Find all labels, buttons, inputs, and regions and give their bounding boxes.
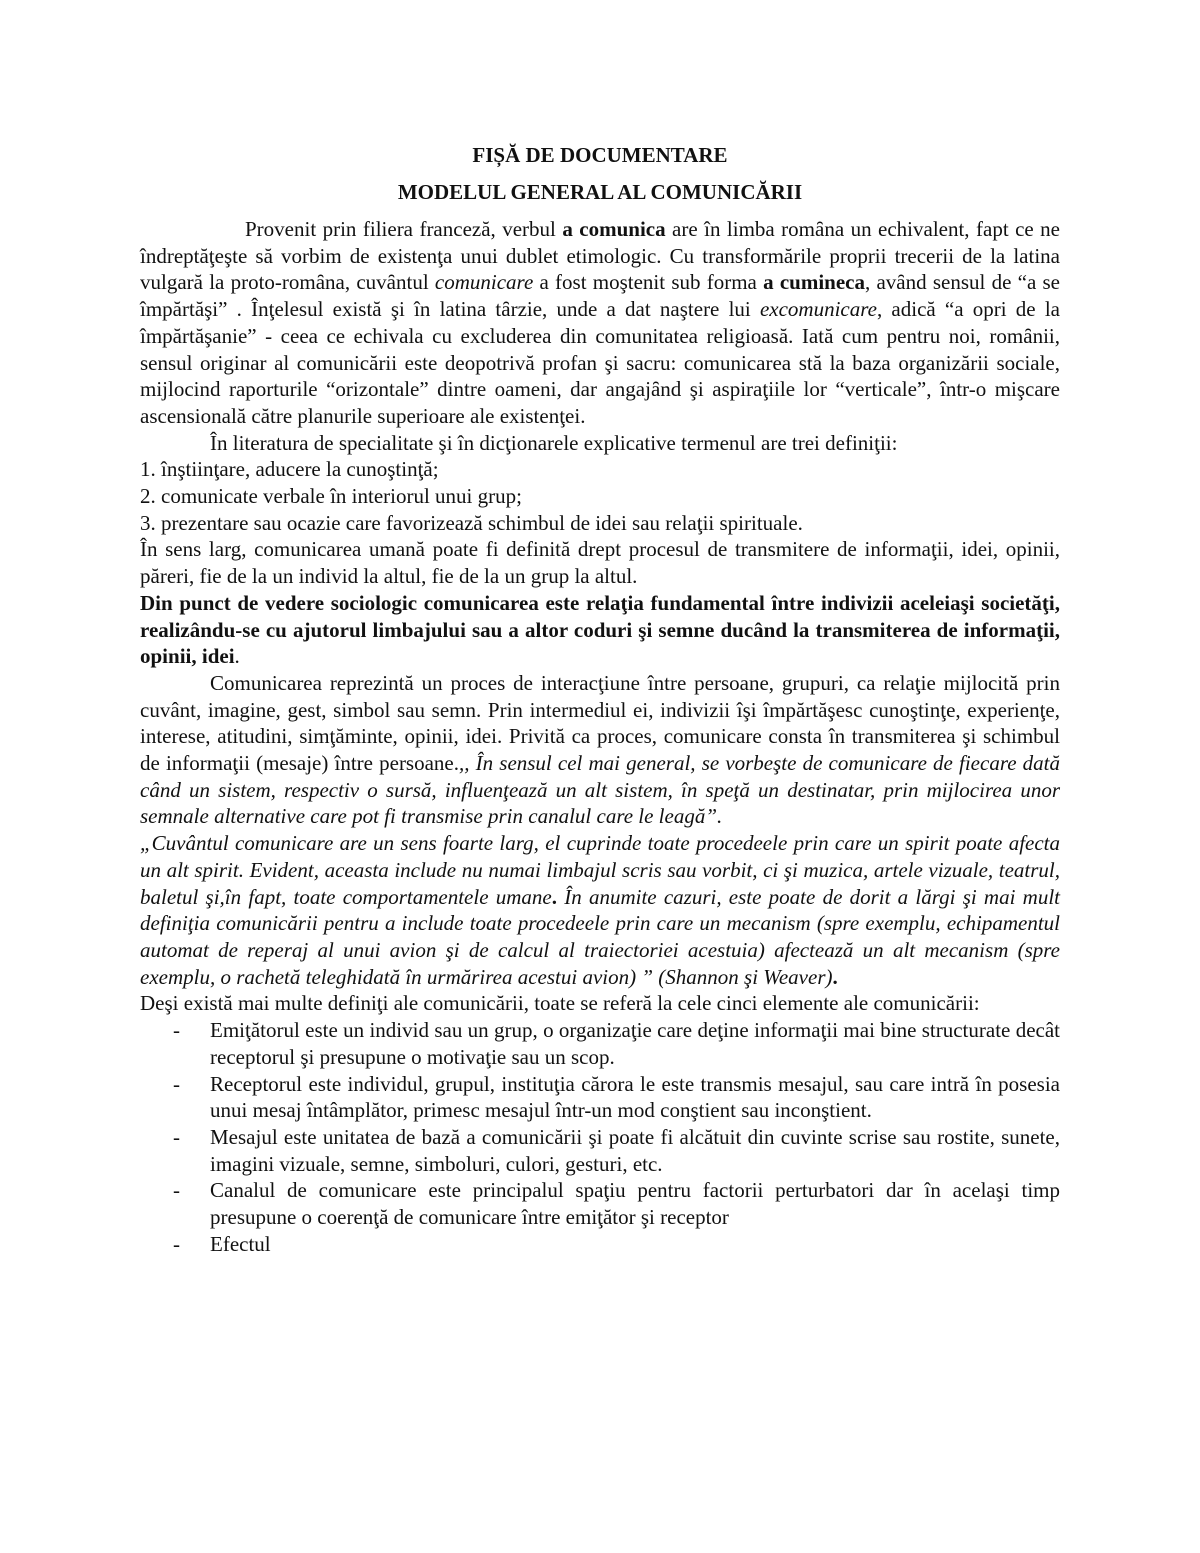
paragraph-etymology: Provenit prin filiera franceză, verbul a comunica are în limba romȃna un echivalent, fapt ce ne îndreptăţeşte să vorbim de existenţa unui dublet etimologic. Cu transformările proprii trecerii de la latina vulgară la proto-romȃna, cuvȃntul comunicare a fost moştenit sub forma a cumineca, avȃnd sensul de “a se împărtăşi” . Înţelesul există şi în latina tȃrzie, unde a dat naştere lui excomunicare, adică “a opri de la împărtăşanie” - ceea ce echivala cu excluderea din comunitatea religioasă. Iată cum pentru noi, romȃnii, sensul originar al comunicării este deopotrivă profan şi sacru: comunicarea stă la baza organizării sociale, mijlocind raporturile “orizontale” dintre oameni, dar angajȃnd şi aspiraţiile lor “verticale”, într-o mişcare ascensională către planurile superioare ale existenţei. [140,217,1060,428]
paragraph-sociological: Din punct de vedere sociologic comunicarea este relaţia fundamental între indivizii aceleiaşi societăţi, realizându-se cu ajutorul limbajului sau a altor coduri şi semne ducând la transmiterea de informaţii, opinii, idei. [140,590,1060,669]
paragraph-elements-intro: Deşi există mai multe definiţi ale comunicării, toate se referă la cele cinci elemente ale comunicării: [140,991,980,1016]
list-item: 3. prezentare sau ocazie care favorizează schimbul de idei sau relaţii spirituale. [140,510,803,535]
list-item: - Emiţătorul este un individ sau un grup, o organizaţie care deţine informaţii mai bine structurate decât receptorul şi presupune o motivaţie sau un scop. [173,1018,1060,1069]
dash-bullet: - [173,1178,180,1203]
list-item: - Canalul de comunicare este principalul spaţiu pentru factorii perturbatori dar în acelaşi timp presupune o coerenţă de comunicare între emiţător şi receptor [173,1178,1060,1230]
paragraph-shannon-weaver-quote: „Cuvântul comunicare are un sens foarte larg, el cuprinde toate procedeele prin care un spirit poate afecta un alt spirit. Evident, aceasta include nu numai limbajul scris sau vorbit, ci şi muzica, artele vizuale, teatrul, baletul şi,în fapt, toate comportamentele umane. În anumite cazuri, este poate de dorit a lărgi şi mai mult definiţia comunicării pentru a include toate procedeele prin care un mecanism (spre exemplu, echipamentul automat de reperaj al unui avion şi de calcul al traiectoriei acestuia) afectează un alt mecanism (spre exemplu, o rachetă teleghidată în urmărirea acestui avion) ” (Shannon şi Weaver). [140,831,1060,989]
list-item: - Mesajul este unitatea de bază a comunicării şi poate fi alcătuit din cuvinte scrise sau rostite, sunete, imagini vizuale, semne, simboluri, culori, gesturi, etc. [173,1124,1060,1176]
dash-bullet: - [173,1071,180,1096]
dash-bullet: - [173,1231,180,1256]
paragraph-definitions-intro: În literatura de specialitate şi în dicţionarele explicative termenul are trei definiţii: [210,430,898,455]
list-item: - Efectul [173,1231,271,1256]
definitions-list [140,456,1060,536]
list-item: - Receptorul este individul, grupul, instituţia cărora le este transmis mesajul, sau care intră în posesia unui mesaj întâmplător, primesc mesajul într-un mod conştient sau inconştient. [173,1071,1060,1123]
dash-bullet: - [173,1018,180,1043]
document-subtitle: MODELUL GENERAL AL COMUNICĂRII [397,180,803,204]
document-title: FIȘĂ DE DOCUMENTARE [472,143,728,167]
paragraph-process: Comunicarea reprezintă un proces de interacţiune între persoane, grupuri, ca relaţie mijlocită prin cuvânt, imagine, gest, simbol sau semn. Prin intermediul ei, indivizii îşi împărtăşesc cunoştinţe, experienţe, interese, atitudini, simţăminte, opinii, idei. Privită ca proces, comunicare consta în transmiterea şi schimbul de informaţii (mesaje) între persoane.,, În sensul cel mai general, se vorbeşte de comunicare de fiecare dată când un sistem, respectiv o sursă, influenţează un alt sistem, în speţă un destinatar, prin mijlocirea unor semnale alternative care pot fi transmise prin canalul care le leagă”. [140,670,1060,829]
list-item: 2. comunicate verbale în interiorul unui grup; [140,484,522,509]
dash-bullet: - [173,1124,180,1149]
list-item: 1. înştiinţare, aducere la cunoştinţă; [140,457,439,482]
elements-list [140,1017,1060,1257]
paragraph-broad-sense: În sens larg, comunicarea umană poate fi definită drept procesul de transmitere de informaţii, idei, opinii, păreri, fie de la un individ la altul, fie de la un grup la altul. [140,537,1060,589]
